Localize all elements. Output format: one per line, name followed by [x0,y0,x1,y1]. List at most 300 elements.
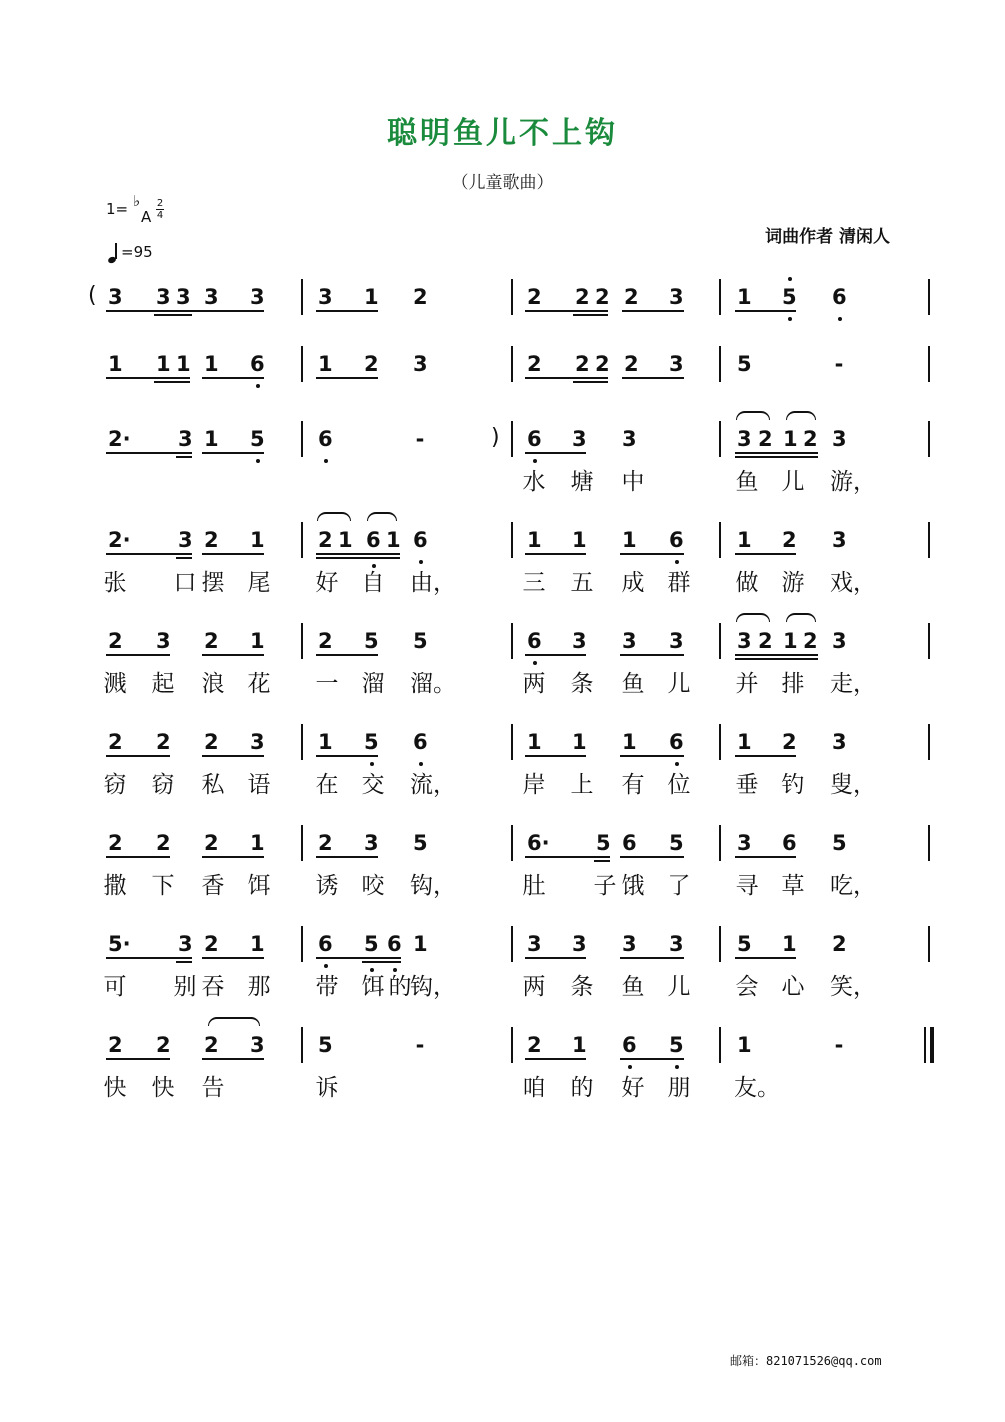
lyric-char: 窃 [151,772,175,798]
lyric-char: 由， [410,570,456,596]
note: 2 [156,730,171,754]
beam-underline [594,860,610,862]
barline [719,346,721,382]
octave-dot [419,762,423,766]
note: 3 [178,932,193,956]
beam-underline [525,377,608,379]
beam-underline [622,310,684,312]
beam-underline [525,856,610,858]
lyric-char: 告 [201,1075,225,1101]
note: 5 [364,629,379,653]
open-paren: ( [88,283,97,308]
flat-sign: ♭ [133,192,141,210]
beam-underline [735,755,796,757]
lyric-char: 饿 [621,873,645,899]
lyric-char: 成 [621,570,645,596]
barline [301,724,303,760]
barline [511,279,513,315]
note: 1 [782,932,797,956]
octave-dot [419,560,423,564]
lyric-char: 可 [103,974,127,1000]
time-bottom: 4 [156,210,164,221]
lyric-char: 别 [173,974,197,1000]
note: 2 [204,1033,219,1057]
note: 2 [413,285,428,309]
barline [928,623,930,659]
note: 1 [250,932,265,956]
octave-dot [788,277,792,281]
beam-underline [202,553,264,555]
note: 2 [204,932,219,956]
note: 3 [832,427,847,451]
beam-underline [620,654,684,656]
note: 5 [250,427,265,451]
lyric-char: 自 [361,570,385,596]
octave-dot [324,964,328,968]
lyric-char: 摆 [201,570,225,596]
note: 6· [527,831,550,855]
beam-underline [316,856,378,858]
note: 3 [156,629,171,653]
beam-underline [154,310,192,312]
lyric-char: 一 [315,671,339,697]
lyric-char: 岸 [522,772,546,798]
lyric-char: 走， [830,671,876,697]
barline [928,522,930,558]
octave-dot [324,459,328,463]
note: 1 [318,352,333,376]
lyric-char: 钩， [410,873,456,899]
note: 3 [204,285,219,309]
note: 2 [782,528,797,552]
beam-underline [573,381,608,383]
beam-underline [106,654,170,656]
beam-underline [176,961,192,963]
lyric-char: 溅 [103,671,127,697]
key-prefix: 1= [106,200,129,218]
lyric-char: 鱼 [621,671,645,697]
note: 3 [250,730,265,754]
octave-dot [628,1065,632,1069]
lyric-char: 撒 [103,873,127,899]
barline [719,522,721,558]
note: 3 [178,427,193,451]
lyric-char: 咬 [361,873,385,899]
lyric-char: 私 [201,772,225,798]
beam-underline [106,856,170,858]
octave-dot [393,968,397,972]
song-subtitle: （儿童歌曲） [451,173,554,193]
note: 6 [413,730,428,754]
beam-underline [106,377,190,379]
beam-underline [735,957,796,959]
barline [719,421,721,457]
lyric-char: 位 [667,772,691,798]
note: - [415,1033,425,1057]
lyric-char: 尾 [247,570,271,596]
note: 1 [622,730,637,754]
octave-dot [533,459,537,463]
beam-underline [316,377,378,379]
note: 3 [413,352,428,376]
note: 1 [572,1033,587,1057]
beam-underline [735,456,818,458]
note: 2 [575,285,590,309]
note: 5 [737,932,752,956]
beam-underline [176,557,192,559]
lyric-char: 水 [522,469,546,495]
octave-dot [256,384,260,388]
note: 2 [527,285,542,309]
slur-tie [317,512,351,521]
note: 3 [108,285,123,309]
note: 5 [413,831,428,855]
note: 6 [250,352,265,376]
key-name: A [141,208,152,226]
lyric-char: 五 [570,570,594,596]
note: 3 [737,629,752,653]
lyric-char: 肚 [522,873,546,899]
note: 1 [572,528,587,552]
octave-dot [788,317,792,321]
lyric-char: 快 [151,1075,175,1101]
note: 2 [624,285,639,309]
lyric-char: 鱼 [621,974,645,1000]
note: 1 [318,730,333,754]
note: 3 [669,352,684,376]
note: 3 [832,528,847,552]
note: 2 [782,730,797,754]
beam-underline [735,310,796,312]
note: 2 [832,932,847,956]
note: 2 [527,352,542,376]
note: 1 [364,285,379,309]
beam-underline [106,755,170,757]
note: 5 [782,285,797,309]
lyric-char: 钩， [410,974,456,1000]
note: 2 [108,831,123,855]
note: 3 [832,730,847,754]
note: 1 [622,528,637,552]
beam-underline [202,1058,264,1060]
barline [301,926,303,962]
note: 5· [108,932,131,956]
lyric-char: 饵 [247,873,271,899]
note: 2 [527,1033,542,1057]
note: 2 [108,629,123,653]
note: 5 [413,629,428,653]
barline [719,623,721,659]
note: 2 [803,629,818,653]
octave-dot [372,564,376,568]
note: 5 [596,831,611,855]
lyric-char: 排 [781,671,805,697]
note: 5 [364,932,379,956]
lyric-char: 儿 [667,974,691,1000]
lyric-char: 钓 [781,772,805,798]
beam-underline [106,452,192,454]
note: - [415,427,425,451]
barline [301,346,303,382]
barline [301,623,303,659]
lyric-char: 垂 [735,772,759,798]
barline [928,279,930,315]
lyric-char: 交 [361,772,385,798]
note: 6 [413,528,428,552]
lyric-char: 溜 [361,671,385,697]
barline [928,724,930,760]
lyric-char: 吞 [201,974,225,1000]
lyric-char: 有 [621,772,645,798]
lyric-char: 游 [781,570,805,596]
lyric-char: 下 [151,873,175,899]
beam-underline [202,755,264,757]
lyric-char: 吃， [830,873,876,899]
lyric-char: 那 [247,974,271,1000]
beam-underline [316,310,378,312]
lyric-char: 花 [247,671,271,697]
beam-underline [525,654,586,656]
note: - [834,1033,844,1057]
note: 2· [108,528,131,552]
barline [511,825,513,861]
beam-underline [316,755,378,757]
lyric-char: 快 [103,1075,127,1101]
note: 2 [758,427,773,451]
lyric-char: 寻 [735,873,759,899]
lyric-char: 好 [315,570,339,596]
note: 1 [783,427,798,451]
note: 1 [250,831,265,855]
slur-tie [786,411,816,420]
note: 2 [204,528,219,552]
note: 5 [669,831,684,855]
barline [928,926,930,962]
barline [511,346,513,382]
close-paren: ) [491,425,500,450]
note: 1 [176,352,191,376]
beam-underline [106,957,192,959]
beam-underline [525,1058,586,1060]
barline [301,1027,303,1063]
lyric-char: 游， [830,469,876,495]
note: 1 [737,528,752,552]
note: 1 [204,427,219,451]
lyric-char: 子 [593,873,617,899]
beam-underline [316,654,378,656]
lyric-char: 心 [781,974,805,1000]
note: 3 [178,528,193,552]
beam-underline [316,957,401,959]
lyric-char: 流， [410,772,456,798]
note: 2 [364,352,379,376]
note: 3 [572,427,587,451]
beam-underline [154,381,190,383]
slur-tie [367,512,397,521]
note: 2 [318,528,333,552]
lyric-char: 上 [570,772,594,798]
note: 1 [737,1033,752,1057]
barline [719,825,721,861]
note: 2 [595,352,610,376]
barline [928,421,930,457]
note: 2 [803,427,818,451]
lyric-char: 张 [103,570,127,596]
barline [511,421,513,457]
lyric-char: 戏， [830,570,876,596]
lyric-char: 中 [621,469,645,495]
octave-dot [256,459,260,463]
lyric-char: 的 [570,1075,594,1101]
octave-dot [675,762,679,766]
note: 2 [156,831,171,855]
beam-underline [154,314,192,316]
note: 6 [527,629,542,653]
beam-underline [525,553,586,555]
note: 1 [413,932,428,956]
beam-underline [573,314,608,316]
beam-underline [202,377,264,379]
note: 2 [108,730,123,754]
note: 6 [669,730,684,754]
barline [719,724,721,760]
lyric-char: 的 [388,974,412,1000]
note: 2 [624,352,639,376]
lyric-char: 在 [315,772,339,798]
note: 6 [318,932,333,956]
beam-underline [620,856,684,858]
barline [511,623,513,659]
note: 2· [108,427,131,451]
time-top: 2 [156,198,164,209]
final-barline-thick [930,1027,934,1063]
lyric-char: 条 [570,974,594,1000]
beam-underline [202,310,264,312]
note: 6 [318,427,333,451]
time-signature [156,198,164,221]
note: 3 [737,831,752,855]
note: 2 [595,285,610,309]
note: 6 [832,285,847,309]
beam-underline [620,1058,684,1060]
beam-underline [525,310,608,312]
note: 3 [250,1033,265,1057]
note: 6 [366,528,381,552]
lyric-char: 了 [667,873,691,899]
note: 6 [622,831,637,855]
lyric-char: 饵 [361,974,385,1000]
barline [928,825,930,861]
lyric-char: 三 [522,570,546,596]
note: 1 [572,730,587,754]
beam-underline [362,961,401,963]
beam-underline [620,755,684,757]
note: 1 [386,528,401,552]
lyric-char: 群 [667,570,691,596]
note: 3 [622,932,637,956]
lyric-char: 儿 [667,671,691,697]
note: 3 [669,629,684,653]
note: 1 [783,629,798,653]
slur-tie [208,1017,260,1026]
lyric-char: 友。 [734,1075,780,1101]
note: 3 [572,629,587,653]
note: 3 [318,285,333,309]
beam-underline [620,957,684,959]
lyric-char: 浪 [201,671,225,697]
slur-tie [786,613,816,622]
barline [511,926,513,962]
note: 3 [832,629,847,653]
barline [511,522,513,558]
barline [301,825,303,861]
lyric-char: 塘 [570,469,594,495]
lyric-char: 带 [315,974,339,1000]
note: 3 [669,932,684,956]
final-barline-thin [924,1027,926,1063]
note: 5 [318,1033,333,1057]
lyric-char: 条 [570,671,594,697]
note: 2 [108,1033,123,1057]
note: 3 [176,285,191,309]
barline [511,1027,513,1063]
lyric-char: 诱 [315,873,339,899]
note: 6 [782,831,797,855]
beam-underline [735,452,818,454]
note: 2 [204,730,219,754]
note: 2 [575,352,590,376]
lyric-char: 口 [173,570,197,596]
lyric-char: 语 [247,772,271,798]
note: 1 [527,528,542,552]
lyric-char: 鱼 [735,469,759,495]
beam-underline [202,654,264,656]
octave-dot [370,968,374,972]
note: 1 [527,730,542,754]
beam-underline [202,957,264,959]
note: 6 [527,427,542,451]
note: 3 [364,831,379,855]
note: 2 [318,831,333,855]
barline [719,279,721,315]
beam-underline [735,856,796,858]
note: 1 [250,528,265,552]
note: 1 [156,352,171,376]
beam-underline [735,654,818,656]
note: 1 [737,285,752,309]
note: 3 [669,285,684,309]
lyric-char: 起 [151,671,175,697]
beam-underline [202,452,264,454]
note: 3 [527,932,542,956]
octave-dot [838,317,842,321]
beam-underline [316,553,400,555]
note: 1 [108,352,123,376]
contact-email: 邮箱：821071526@qq.com [730,1354,882,1368]
beam-underline [525,957,586,959]
note: 3 [737,427,752,451]
note: 2 [156,1033,171,1057]
beam-underline [525,755,586,757]
lyric-char: 笑， [830,974,876,1000]
lyric-char: 儿 [781,469,805,495]
lyric-char: 草 [781,873,805,899]
note: 2 [204,629,219,653]
lyric-char: 两 [522,974,546,1000]
lyric-char: 两 [522,671,546,697]
composer-credit: 词曲作者 清闲人 [765,227,890,247]
lyric-char: 香 [201,873,225,899]
